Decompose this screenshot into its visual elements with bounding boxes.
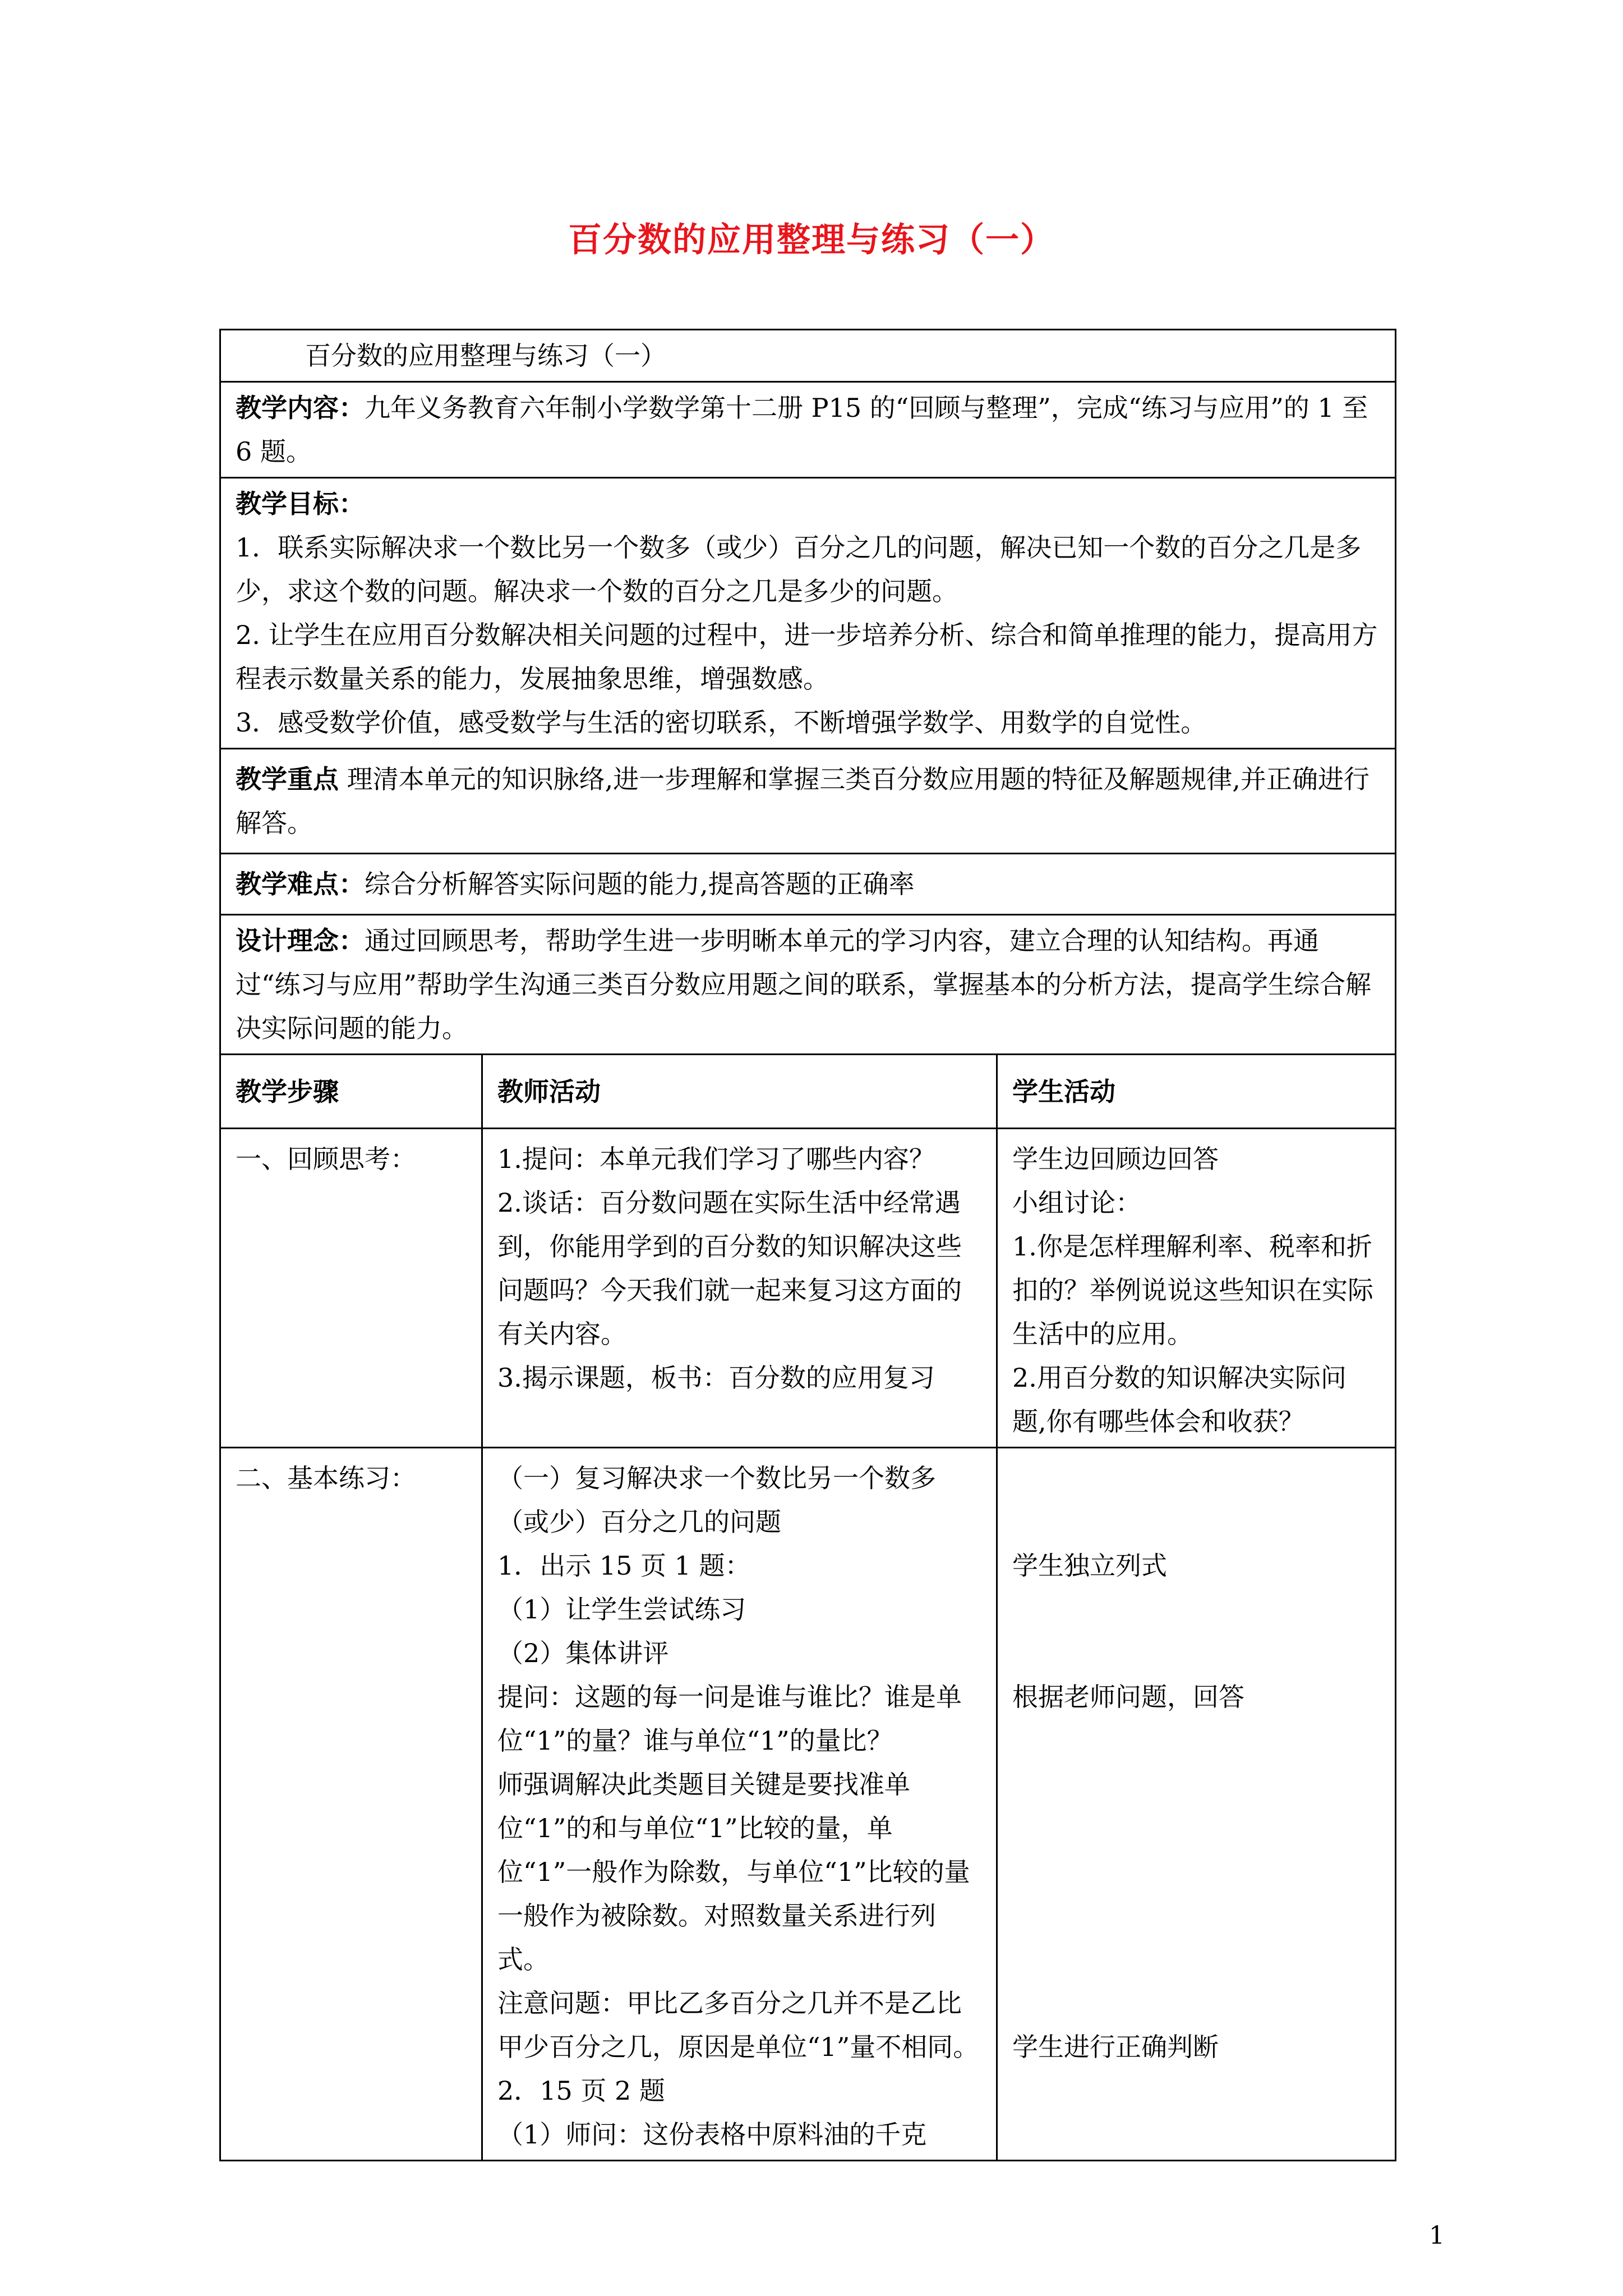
student-line: 学生进行正确判断 [1012, 2032, 1219, 2062]
header-student: 学生活动 [997, 1055, 1396, 1129]
content-label: 教学内容： [236, 393, 365, 423]
student-activity-cell [997, 1448, 1396, 2161]
student-line: 学生独立列式 [1012, 1550, 1167, 1581]
document-title: 百分数的应用整理与练习（一） [568, 220, 1055, 260]
step-row [220, 1448, 1396, 2161]
difficulties-row [220, 854, 1396, 915]
key-points-cell [220, 749, 1396, 854]
header-steps: 教学步骤 [220, 1055, 482, 1129]
spacer [1012, 1588, 1380, 1631]
teacher-line: 2．15 页 2 题 [497, 2076, 665, 2106]
spacer [1012, 1500, 1380, 1544]
goals-row [220, 478, 1396, 749]
student-activity-cell [997, 1129, 1396, 1448]
student-line: 2.用百分数的知识解决实际问题,你有哪些体会和收获？ [1012, 1363, 1347, 1437]
teacher-line: 2.谈话：百分数问题在实际生活中经常遇到，你能用学到的百分数的知识解决这些问题吗？今天我们就一起来复习这方面的有关内容。 [497, 1188, 962, 1349]
teacher-line: （一）复习解决求一个数比另一个数多（或少）百分之几的问题 [497, 1463, 936, 1537]
content-row [220, 382, 1396, 478]
key-points-row [220, 749, 1396, 854]
teacher-line: 注意问题：甲比乙多百分之几并不是乙比甲少百分之几，原因是单位“1”量不相同。 [497, 1988, 979, 2062]
student-line: 小组讨论： [1012, 1188, 1141, 1218]
spacer [1012, 1938, 1380, 1981]
spacer [1012, 1631, 1380, 1675]
difficulties-text: 综合分析解答实际问题的能力,提高答题的正确率 [365, 869, 915, 899]
difficulties-label: 教学难点： [236, 869, 365, 899]
spacer [1012, 1981, 1380, 2025]
content-cell [220, 382, 1396, 478]
difficulties-cell [220, 854, 1396, 915]
step-name-cell: 二、基本练习： [220, 1448, 482, 2161]
goals-cell [220, 478, 1396, 749]
teacher-activity-cell [482, 1448, 997, 2161]
key-points-text: 理清本单元的知识脉络,进一步理解和掌握三类百分数应用题的特征及解题规律,并正确进行解答。 [236, 764, 1370, 838]
page-number: 1 [1429, 2221, 1445, 2250]
design-label: 设计理念： [236, 926, 365, 956]
teacher-line: 师强调解决此类题目关键是要找准单位“1”的和与单位“1”比较的量，单位“1”一般作为除数，与单位“1”比较的量一般作为被除数。对照数量关系进行列式。 [497, 1769, 970, 1975]
student-line: 学生边回顾边回答 [1012, 1144, 1219, 1174]
goals-label: 教学目标： [236, 489, 365, 519]
design-text: 通过回顾思考，帮助学生进一步明晰本单元的学习内容，建立合理的认知结构。再通过“练习与应用”帮助学生沟通三类百分数应用题之间的联系，掌握基本的分析方法，提高学生综合解决实际问题的能力。 [236, 926, 1372, 1043]
step-name-cell: 一、回顾思考： [220, 1129, 482, 1448]
spacer [1012, 1763, 1380, 1806]
spacer [1012, 1456, 1380, 1500]
content-text: 九年义务教育六年制小学数学第十二册 P15 的“回顾与整理”，完成“练习与应用”的 1 至 6 题。 [236, 393, 1368, 467]
spacer [1012, 1806, 1380, 1850]
teacher-line: （1）让学生尝试练习 [497, 1594, 746, 1625]
teacher-line: 提问：这题的每一问是谁与谁比？谁是单位“1”的量？谁与单位“1”的量比？ [497, 1682, 962, 1756]
teacher-line: （1）师问：这份表格中原料油的千克 [497, 2119, 927, 2150]
teacher-activity-cell [482, 1129, 997, 1448]
teacher-line: 1．出示 15 页 1 题： [497, 1550, 751, 1581]
goal-item: 3．感受数学价值，感受数学与生活的密切联系，不断增强学数学、用数学的自觉性。 [236, 707, 1207, 738]
goal-item: 2. 让学生在应用百分数解决相关问题的过程中，进一步培养分析、综合和简单推理的能力，提高用方程表示数量关系的能力，发展抽象思维，增强数感。 [236, 620, 1378, 694]
design-row [220, 915, 1396, 1055]
student-line: 根据老师问题，回答 [1012, 1682, 1244, 1712]
column-header-row [220, 1055, 1396, 1129]
table-title-cell: 百分数的应用整理与练习（一） [220, 330, 1396, 382]
lesson-plan-table [219, 329, 1396, 2161]
teacher-line: 1.提问：本单元我们学习了哪些内容？ [497, 1144, 935, 1174]
step-row [220, 1129, 1396, 1448]
student-line: 1.你是怎样理解利率、税率和折扣的？举例说说这些知识在实际生活中的应用。 [1012, 1231, 1373, 1349]
spacer [1012, 1719, 1380, 1763]
table-title-row [220, 330, 1396, 382]
key-points-label: 教学重点 [236, 764, 339, 794]
teacher-line: 3.揭示课题，板书：百分数的应用复习 [497, 1363, 935, 1393]
goal-item: 1．联系实际解决求一个数比另一个数多（或少）百分之几的问题，解决已知一个数的百分之几是多少，求这个数的问题。解决求一个数的百分之几是多少的问题。 [236, 532, 1362, 606]
teacher-line: （2）集体讲评 [497, 1638, 669, 1668]
spacer [1012, 1894, 1380, 1938]
design-cell [220, 915, 1396, 1055]
spacer [1012, 1850, 1380, 1894]
header-teacher: 教师活动 [482, 1055, 997, 1129]
